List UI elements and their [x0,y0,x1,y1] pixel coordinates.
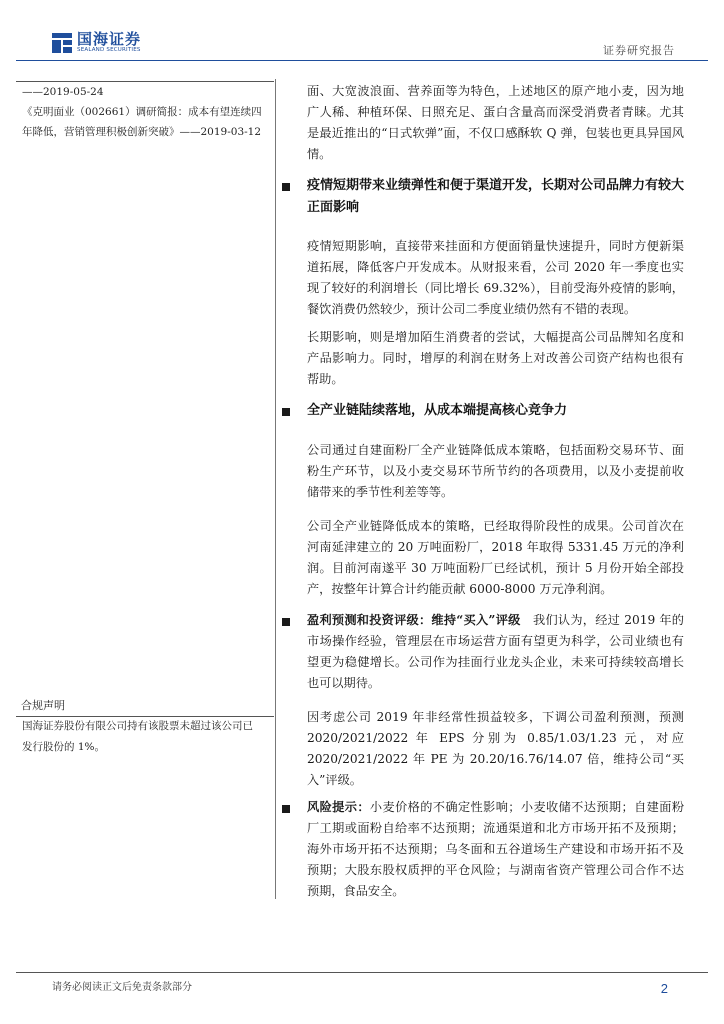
footer-divider [16,972,708,973]
related-reports [22,82,262,142]
compliance-text: 国海证券股份有限公司持有该股票未超过该公司已发行股份的 1%。 [22,720,253,753]
report-type-label: 证券研究报告 [603,44,675,57]
rating-text: 我们认为，经过 2019 年的市场操作经验，管理层在市场运营方面有望更为科学，公司业绩也有望更为稳健增长。公司作为挂面行业龙头企业，未来可持续较高增长也可以期待。 [307,613,684,690]
logo-mark-icon [52,33,72,53]
related-report-item: ——2019-05-24 [22,86,104,98]
section-heading-epidemic: 疫情短期带来业绩弹性和便于渠道开发，长期对公司品牌力有较大正面影响 [307,178,685,215]
risk-paragraph [307,797,684,902]
column-divider [275,79,276,899]
page-number: 2 [660,981,668,996]
rating-paragraph [307,610,684,694]
section-bullet-icon [282,805,290,813]
compliance-title: 合规声明 [21,699,65,712]
intro-paragraph: 面、大宽波浪面、营养面等为特色，上述地区的原产地小麦，因为地广人稀、种植环保、日照充足、蛋白含量高而深受消费者青睐。尤其是最近推出的“日式软弹”面，不仅口感酥软 Q 弹，包装也更具异国风情。 [307,84,684,161]
section-bullet-icon [282,183,290,191]
epidemic-short-term-paragraph: 疫情短期影响，直接带来挂面和方便面销量快速提升，同时方便新渠道拓展，降低客户开发成本。从财报来看，公司 2020 年一季度也实现了较好的利润增长（同比增长 69.32%），目前受海外疫情的影响，餐饮消费仍然较少，预计公司二季度业绩仍然有不错的表现。 [307,239,684,316]
section-bullet-icon [282,618,290,626]
company-logo [52,31,141,54]
section-heading-supply-chain: 全产业链陆续落地，从成本端提高核心竞争力 [307,403,568,418]
supply-chain-paragraph-2: 公司全产业链降低成本的策略，已经取得阶段性的成果。公司首次在河南延津建立的 20 万吨面粉厂，2018 年取得 5331.45 万元的净利润。目前河南遂平 30 万吨面粉厂已经试机，预计 5 月份开始全部投产，按整年计算合计约能贡献 6000-8000 万元净利润。 [307,519,684,596]
logo-text-cn: 国海证券 [77,30,142,48]
forecast-paragraph: 因考虑公司 2019 年非经常性损益较多，下调公司盈利预测，预测 2020/2021/2022 年 EPS 分别为 0.85/1.03/1.23 元，对应 2020/2021/2022 年 PE 为 20.20/16.76/14.07 倍，维持公司“买入”评级。 [307,710,684,787]
logo-text-en: SEALAND SECURITIES [77,47,141,53]
epidemic-long-term-paragraph: 长期影响，则是增加陌生消费者的尝试，大幅提高公司品牌知名度和产品影响力。同时，增厚的利润在财务上对改善公司资产结构也很有帮助。 [307,330,684,386]
header-divider [16,60,708,61]
supply-chain-paragraph-1: 公司通过自建面粉厂全产业链降低成本策略，包括面粉交易环节、面粉生产环节，以及小麦交易环节所节约的各项费用，以及小麦提前收储带来的季节性利差等等。 [307,443,684,499]
footer-disclaimer: 请务必阅读正文后免责条款部分 [52,982,192,993]
related-report-item: 《克明面业（002661）调研简报：成本有望连续四年降低，营销管理积极创新突破》——2019-03-12 [22,106,262,138]
section-bullet-icon [282,408,290,416]
risk-text: 小麦价格的不确定性影响；小麦收储不达预期；自建面粉厂工期或面粉自给率不达预期；流通渠道和北方市场开拓不及预期；海外市场开拓不达预期；乌冬面和五谷道场生产建设和市场开拓不及预期；大股东股权质押的平仓风险；与湖南省资产管理公司合作不达预期，食品安全。 [307,800,685,898]
risk-lead: 风险提示： [307,800,370,814]
rating-lead: 盈利预测和投资评级：维持“买入”评级 [307,613,521,627]
